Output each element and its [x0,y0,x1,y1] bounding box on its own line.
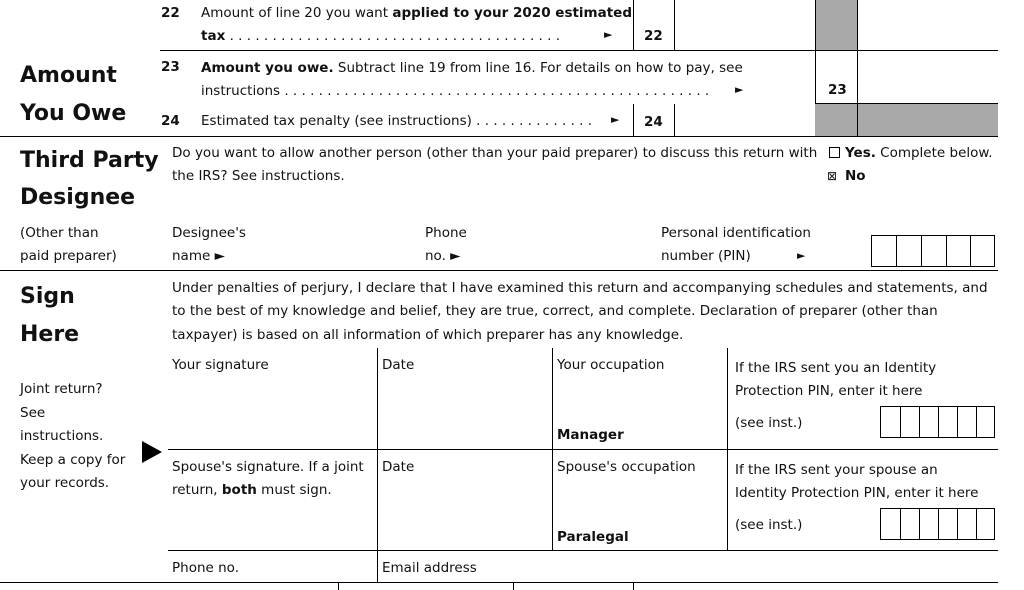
grid-line [815,0,816,50]
section-divider [0,136,998,137]
your-occupation-label: Your occupation [557,357,665,373]
line-24-box-label: 24 [644,114,663,130]
amount-you-owe-heading-1: Amount [20,63,117,88]
designee-question-2: the IRS? See instructions. [172,168,345,184]
spouse-signature-label-2: return, both must sign. [172,482,332,498]
your-signature-label: Your signature [172,357,269,373]
designee-name-label-1: Designee's [172,225,246,241]
third-party-heading-2: Designee [20,185,136,210]
line-24-text: Estimated tax penalty (see instructions) . . . . . . . . . . . . . . [201,113,593,129]
perjury-text-1: Under penalties of perjury, I declare that I have examined this return and accompanying schedules and statements, and [172,280,988,296]
ip-pin-label-1: If the IRS sent you an Identity [735,360,937,376]
grid-line [160,50,998,51]
grid-line [513,582,514,590]
your-occupation-value[interactable]: Manager [557,427,624,443]
email-field[interactable] [480,553,995,580]
designee-question-1: Do you want to allow another person (other than your paid preparer) to discuss this return with [172,145,818,161]
line-23-text-cont: instructions . . . . . . . . . . . . . . . . . . . . . . . . . . . . . . . . . . . . . . . . . . . . . . . . . . [201,83,710,99]
grid-line [633,104,634,136]
spouse-ip-pin-label-2: Identity Protection PIN, enter it here [735,485,979,501]
perjury-text-2: to the best of my knowledge and belief, they are true, correct, and complete. Declaration of preparer (other than [172,303,938,319]
grid-line [168,550,998,551]
sign-heading-2: Here [20,322,80,347]
amount-you-owe-heading-2: You Owe [20,101,127,126]
designee-pin-field[interactable] [871,235,995,267]
joint-return-label-2: See [20,405,46,421]
pin-label-1: Personal identification [661,225,811,241]
phone-label-1: Phone [425,225,467,241]
grid-line [857,0,858,136]
grid-line [338,582,339,590]
pin-cell-divider [976,407,977,437]
phone-no-label: Phone no. [172,560,239,576]
perjury-text-3: taxpayer) is based on all information of which preparer has any knowledge. [172,327,684,343]
your-ip-pin-field[interactable] [880,406,995,438]
line-22-text-cont: tax . . . . . . . . . . . . . . . . . . . . . . . . . . . . . . . . . . . . . . . [201,28,560,44]
line-24-amount-field[interactable] [675,104,815,134]
grid-line [633,0,634,50]
line-22-box-label: 22 [644,28,663,44]
other-than-label-1: (Other than [20,225,99,241]
spouse-date-field[interactable] [378,480,548,546]
your-date-field[interactable] [378,378,548,446]
joint-return-label-1: Joint return? [20,381,103,397]
pin-cell-divider [957,509,958,539]
arrow-right-icon: ► [735,83,744,96]
ip-pin-label-2: Protection PIN, enter it here [735,383,923,399]
pin-cell-divider [900,407,901,437]
spouse-ip-pin-label-3: (see inst.) [735,517,803,533]
keep-copy-label-1: Keep a copy for [20,452,126,468]
spouse-signature-label-1: Spouse's signature. If a joint [172,459,364,475]
spouse-occupation-label: Spouse's occupation [557,459,696,475]
line-22-amount-field[interactable] [675,0,815,48]
spouse-ip-pin-label-1: If the IRS sent your spouse an [735,462,938,478]
date-label: Date [382,357,415,373]
grid-line [674,0,675,50]
grid-line [815,103,998,104]
triangle-pointer-icon [142,441,162,463]
designee-name-label-2: name ► [172,248,225,264]
joint-return-label-3: instructions. [20,428,104,444]
shaded-cell [815,104,998,136]
third-party-heading-1: Third Party [20,148,159,173]
yes-label: Yes. Complete below. [845,145,993,161]
line-22-text: Amount of line 20 you want applied to your 2020 estimated [201,5,633,21]
line-23-number: 23 [161,59,180,75]
email-label: Email address [382,560,477,576]
line-23-amount-field[interactable] [858,51,998,103]
pin-cell-divider [976,509,977,539]
spouse-signature-field[interactable] [168,505,373,547]
section-divider [0,270,998,271]
grid-line [633,582,634,590]
section-divider [0,582,998,583]
grid-line [168,449,998,450]
spouse-occupation-value[interactable]: Paralegal [557,529,629,545]
pin-cell-divider [919,407,920,437]
pin-cell-divider [946,236,947,266]
line-23-text: Amount you owe. Subtract line 19 from line 16. For details on how to pay, see [201,60,743,76]
pin-cell-divider [970,236,971,266]
arrow-right-icon: ► [611,113,620,126]
pin-cell-divider [938,407,939,437]
pin-cell-divider [938,509,939,539]
spouse-date-label: Date [382,459,415,475]
ip-pin-label-3: (see inst.) [735,415,803,431]
phone-no-field[interactable] [250,553,374,580]
shaded-cell [815,0,857,50]
pin-cell-divider [900,509,901,539]
pin-cell-divider [919,509,920,539]
your-signature-field[interactable] [168,378,373,446]
other-than-label-2: paid preparer) [20,248,117,264]
grid-line [815,50,816,104]
sign-heading-1: Sign [20,284,75,309]
pin-cell-divider [957,407,958,437]
arrow-right-icon: ► [797,249,806,262]
line-22-number: 22 [161,5,180,21]
no-label: No [845,168,866,184]
keep-copy-label-2: your records. [20,475,110,491]
phone-label-2: no. ► [425,248,461,264]
yes-checkbox[interactable] [829,147,840,158]
grid-line [674,104,675,136]
line-24-number: 24 [161,113,180,129]
spouse-ip-pin-field[interactable] [880,508,995,540]
arrow-right-icon: ► [604,28,613,41]
line-23-box-label: 23 [828,82,847,98]
pin-label-2: number (PIN) [661,248,751,264]
pin-cell-divider [921,236,922,266]
pin-cell-divider [896,236,897,266]
no-checkbox-checked-icon[interactable]: ⊠ [827,169,838,183]
